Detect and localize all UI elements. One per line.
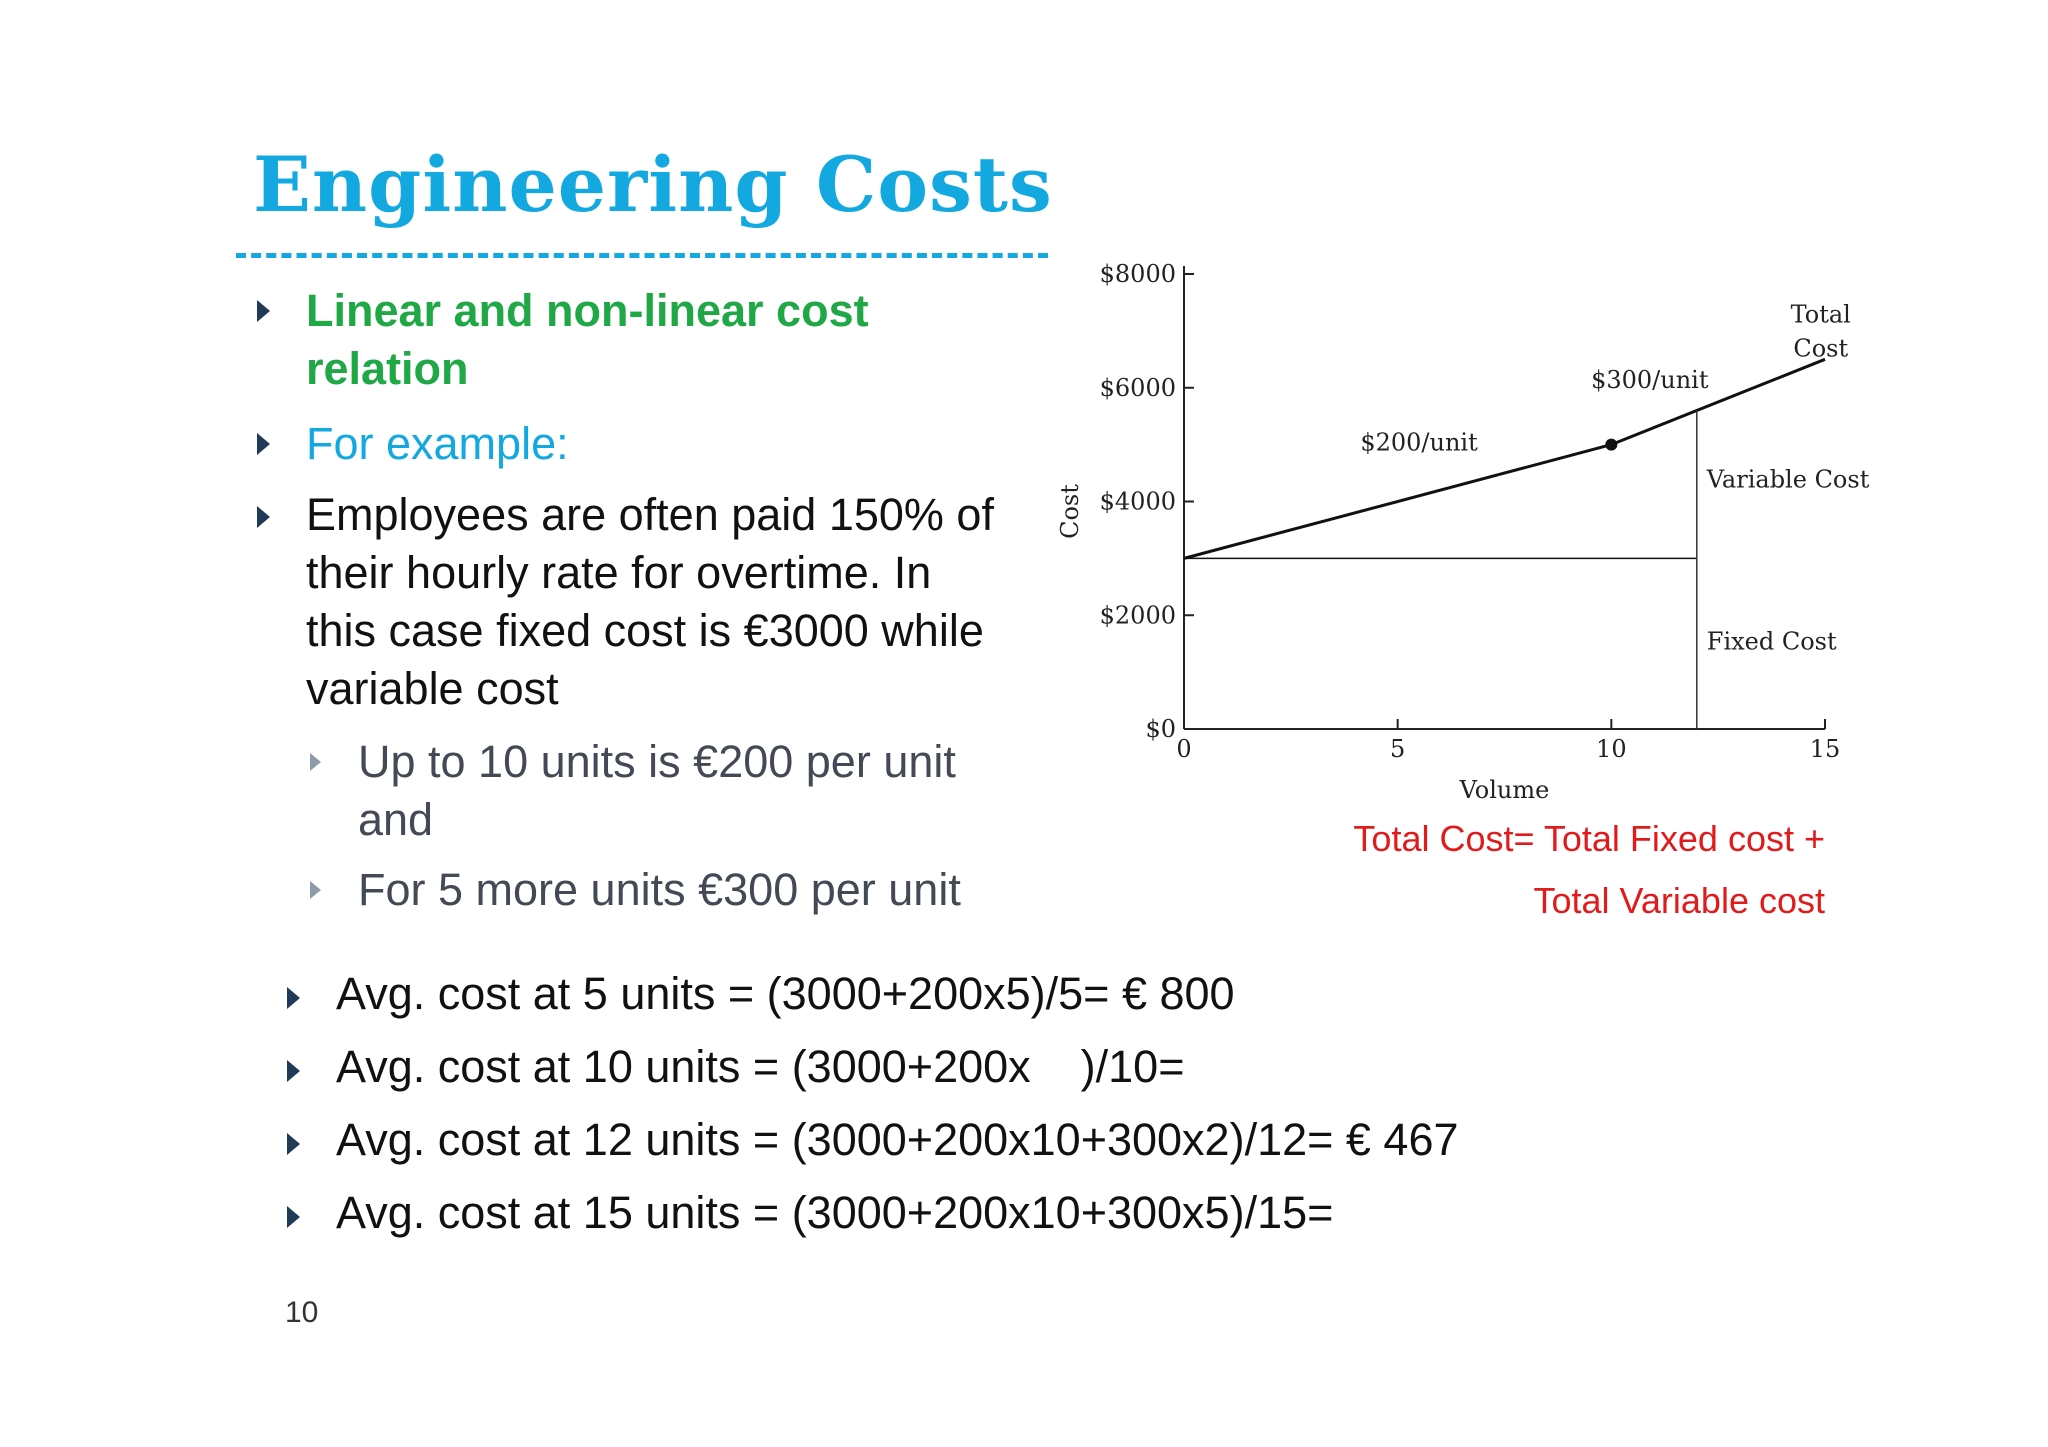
bullet-arrow-icon	[287, 987, 300, 1009]
y-tick-label: $0	[1145, 715, 1176, 743]
avg-cost-5: Avg. cost at 5 units = (3000+200x5)/5= € 800	[336, 968, 1235, 1019]
sub-bullet-up-to-10	[358, 733, 956, 849]
bullet-line: Linear and non-linear cost	[306, 285, 869, 336]
rate-200-label: $200/unit	[1360, 428, 1478, 457]
avg-cost-15: Avg. cost at 15 units = (3000+200x10+300x5)/15=	[336, 1187, 1334, 1238]
total-cost-formula-line1: Total Cost= Total Fixed cost +	[1353, 818, 1825, 859]
cost-volume-chart	[1040, 240, 1980, 820]
sub-bullet-line: Up to 10 units is €200 per unit	[358, 736, 956, 787]
rate-300-label: $300/unit	[1591, 365, 1709, 394]
bullet-arrow-icon	[287, 1133, 300, 1155]
bullet-line: their hourly rate for overtime. In	[306, 547, 932, 598]
bullet-line: Employees are often paid 150% of	[306, 489, 994, 540]
avg-cost-10: Avg. cost at 10 units = (3000+200x )/10=	[336, 1041, 1185, 1092]
bullet-arrow-icon	[287, 1060, 300, 1082]
total-cost-line	[1184, 359, 1825, 558]
y-tick-label: $8000	[1099, 260, 1176, 288]
bullet-arrow-icon	[257, 433, 270, 455]
bullet-overtime	[306, 486, 994, 718]
sub-bullet-arrow-icon	[310, 881, 321, 899]
total-cost-label: Total	[1790, 300, 1851, 329]
sub-bullet-line: and	[358, 794, 434, 845]
x-axis-label: Volume	[1459, 776, 1550, 804]
bullet-arrow-icon	[257, 506, 270, 528]
y-axis-label: Cost	[1056, 484, 1084, 539]
bullet-arrow-icon	[287, 1206, 300, 1228]
sub-bullet-line: For 5 more units €300 per unit	[358, 864, 961, 915]
bullet-linear-heading	[306, 282, 869, 398]
rate-change-point	[1605, 439, 1617, 451]
bullet-for-example: For example:	[306, 418, 569, 469]
sub-bullet-5-more	[358, 861, 961, 919]
x-tick-label: 10	[1596, 735, 1627, 763]
fixed-cost-label: Fixed Cost	[1706, 627, 1837, 656]
title-divider	[236, 253, 1048, 258]
x-tick-label: 15	[1809, 735, 1841, 763]
sub-bullet-arrow-icon	[310, 753, 321, 771]
bullet-line: this case fixed cost is €3000 while	[306, 605, 984, 656]
avg-cost-12: Avg. cost at 12 units = (3000+200x10+300x2)/12= € 467	[336, 1114, 1459, 1165]
page-number: 10	[285, 1296, 319, 1329]
y-tick-label: $2000	[1099, 601, 1176, 630]
bullet-arrow-icon	[257, 300, 270, 322]
slide-title: Engineering Costs	[253, 140, 1053, 229]
cost-volume-chart-svg	[1040, 240, 1980, 820]
y-tick-label: $4000	[1099, 487, 1176, 516]
x-tick-label: 0	[1176, 735, 1192, 763]
variable-cost-label: Variable Cost	[1706, 465, 1870, 494]
x-tick-label: 5	[1390, 735, 1406, 763]
total-cost-formula-line2: Total Variable cost	[1533, 880, 1825, 921]
bullet-line: relation	[306, 343, 469, 394]
bullet-line: variable cost	[306, 663, 559, 714]
y-tick-label: $6000	[1099, 373, 1176, 402]
total-cost-label: Cost	[1793, 334, 1849, 363]
